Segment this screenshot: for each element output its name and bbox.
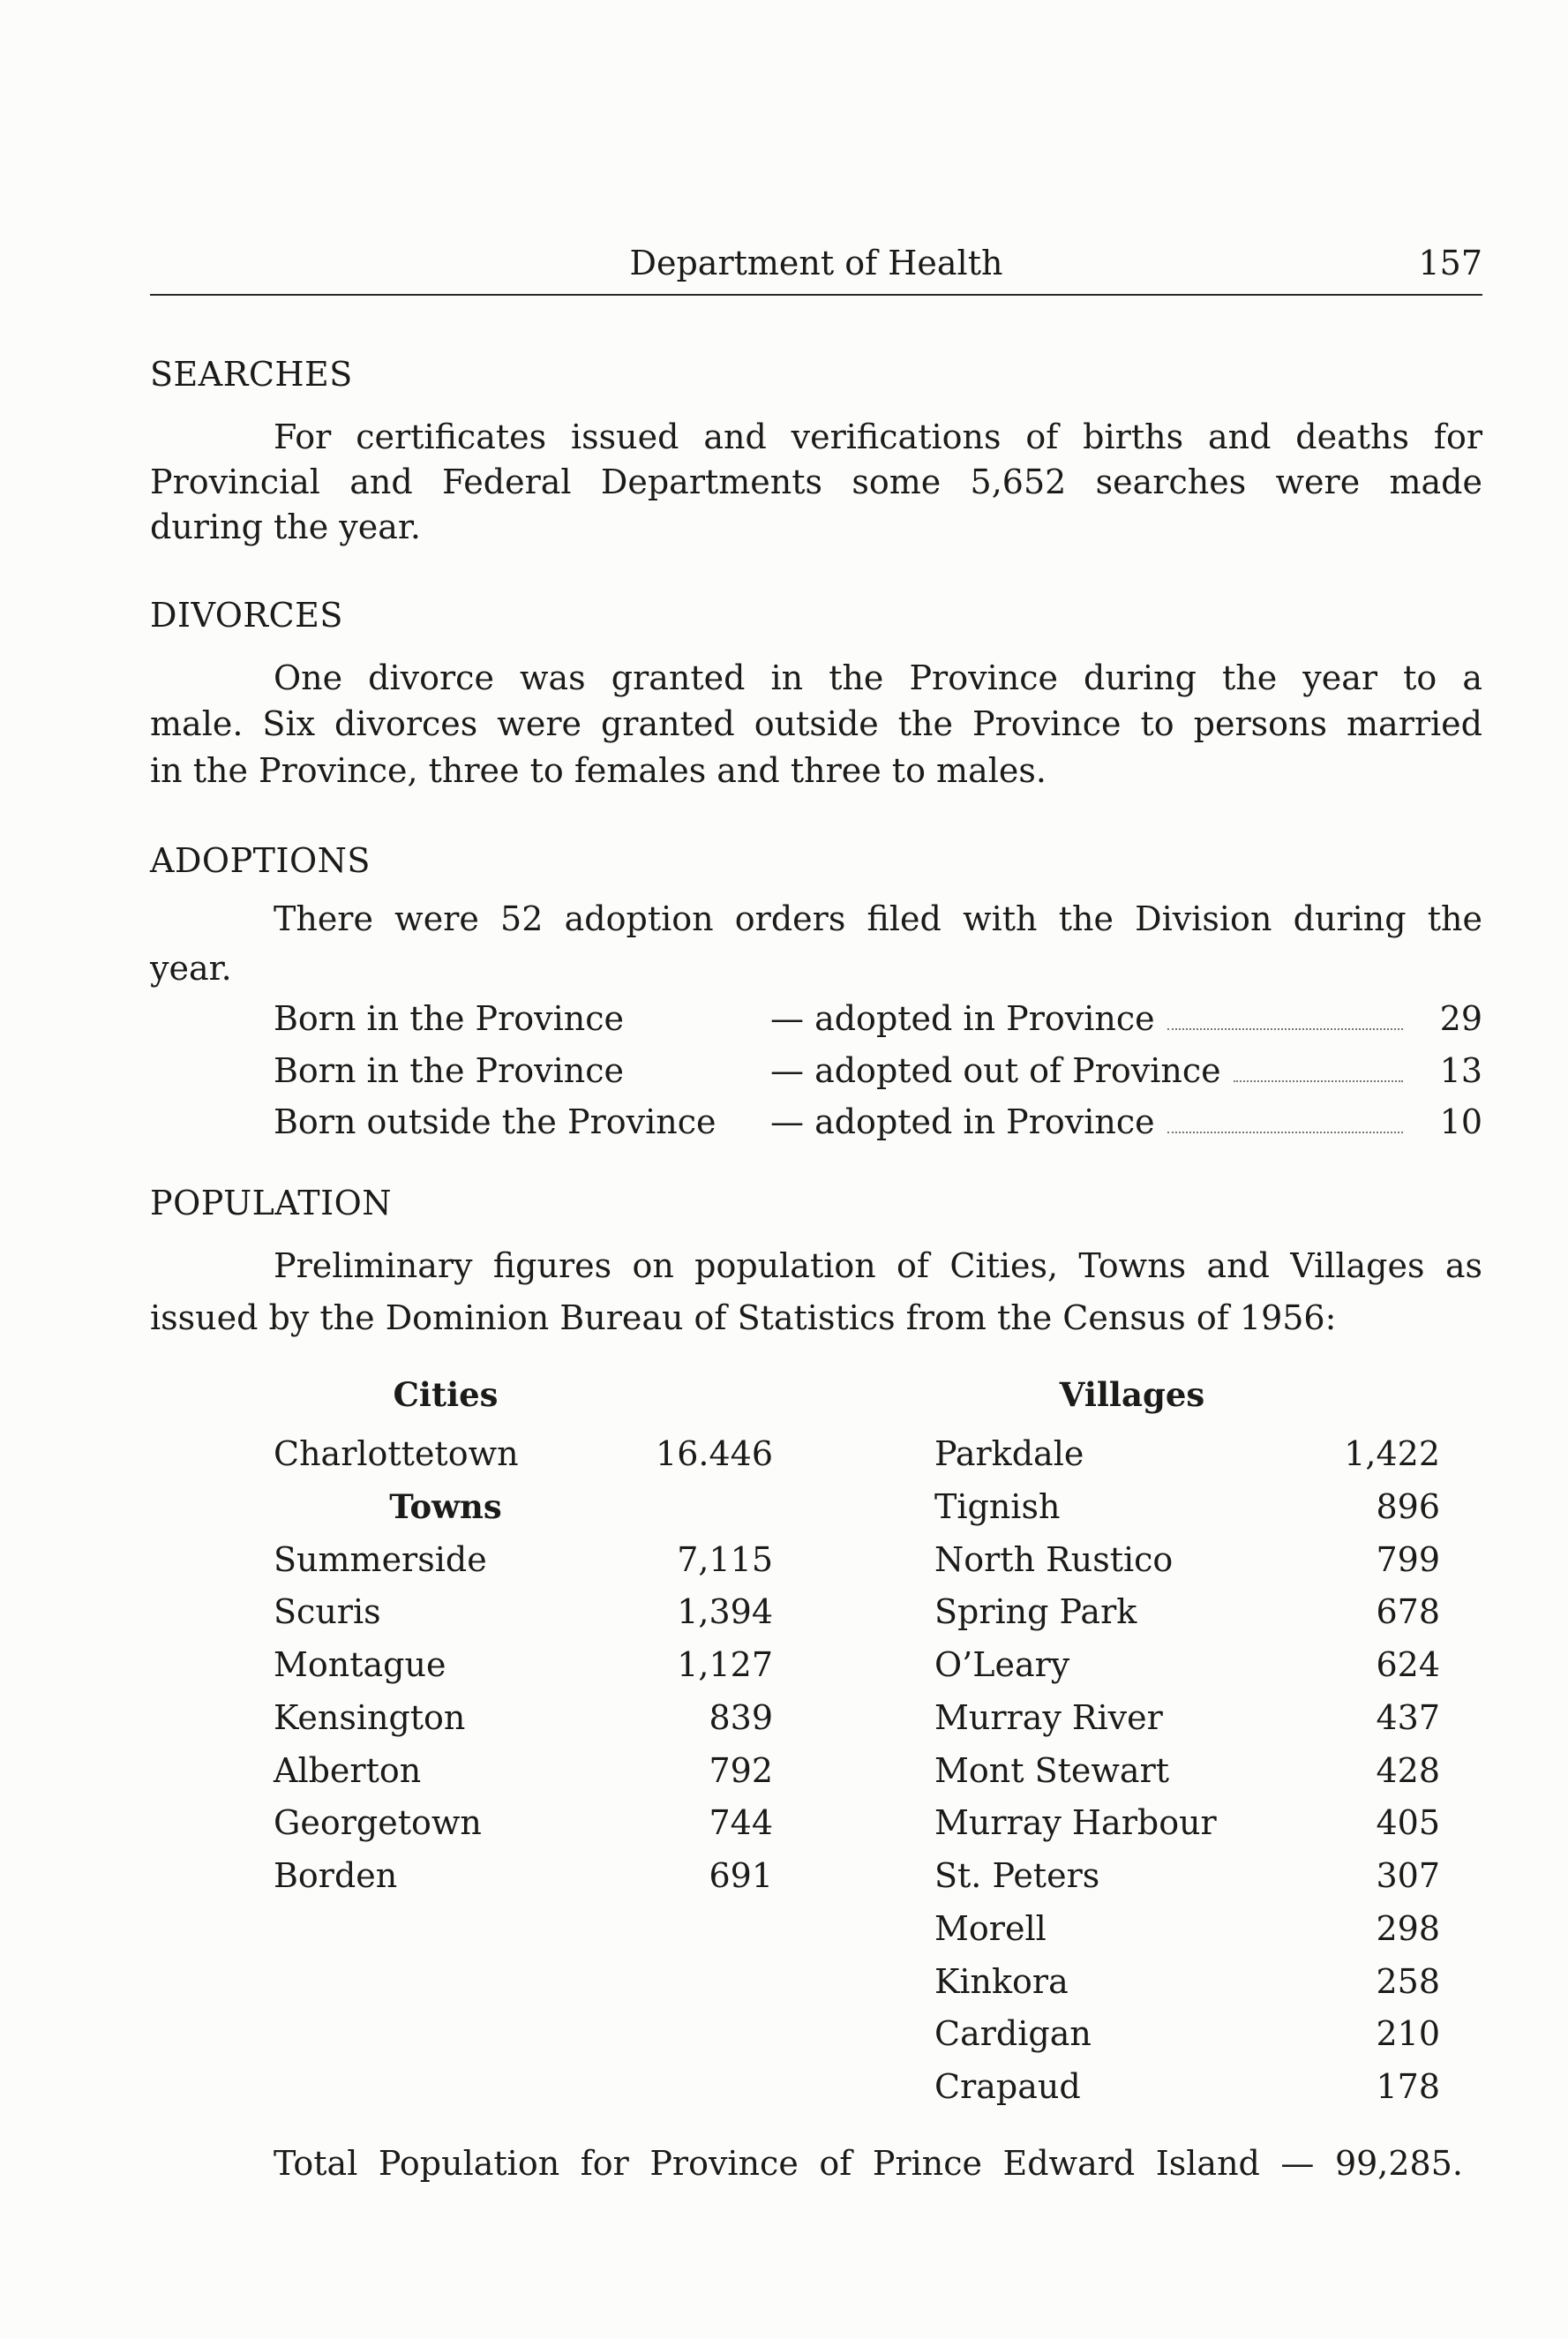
village-row [934,1428,1440,1481]
city-name: Charlottetown [274,1434,519,1473]
villages-table [934,1428,1440,2114]
village-name: Morell [934,1908,1047,1948]
page-number: 157 [1418,244,1482,282]
village-name: St. Peters [934,1856,1100,1895]
town-name: Montague [274,1645,446,1684]
dot-leader [1234,1080,1403,1082]
town-name: Kensington [274,1697,466,1737]
villages-heading: Villages [1059,1375,1205,1414]
village-row [934,1745,1440,1798]
village-name: Crapaud [934,2067,1081,2106]
adoption-origin: Born in the Province [274,999,625,1038]
divorces-paragraph-line: male. Six divorces were granted outside the Province to persons married [150,704,1482,743]
village-population: 437 [1376,1697,1440,1737]
village-population: 624 [1376,1645,1440,1684]
divorces-paragraph-line: One divorce was granted in the Province during the year to a [274,658,1482,697]
village-population: 307 [1376,1856,1440,1895]
town-row [274,1534,773,1587]
village-row [934,1797,1440,1850]
dot-leader [1167,1132,1403,1133]
village-population: 678 [1376,1592,1440,1632]
village-population: 405 [1376,1803,1440,1843]
town-row [274,1850,773,1903]
dot-leader [1167,1028,1403,1030]
adoption-destination: — adopted out of Province [770,1051,1221,1090]
town-row [274,1797,773,1850]
header-title: Department of Health [629,244,1003,282]
village-population: 298 [1376,1908,1440,1948]
section-heading-population: POPULATION [150,1184,393,1222]
village-name: Tignish [934,1486,1061,1526]
village-row [934,1850,1440,1903]
town-row [274,1639,773,1692]
searches-paragraph-line: Provincial and Federal Departments some 5,652 searches were made [150,463,1482,501]
village-row [934,1903,1440,1956]
village-name: O’Leary [934,1645,1070,1684]
village-name: Murray Harbour [934,1803,1217,1843]
village-name: Cardigan [934,2014,1092,2054]
adoption-count: 13 [1439,1051,1482,1090]
town-name: Alberton [274,1750,422,1790]
searches-paragraph-line: during the year. [150,508,421,546]
village-row [934,1481,1440,1534]
town-name: Scuris [274,1592,381,1632]
adoption-count: 29 [1439,999,1482,1038]
town-population: 792 [709,1750,773,1790]
section-heading-divorces: DIVORCES [150,596,343,635]
adoption-destination: — adopted in Province [770,999,1155,1038]
town-name: Borden [274,1856,398,1895]
adoption-destination: — adopted in Province [770,1102,1155,1141]
village-population: 428 [1376,1750,1440,1790]
adoption-row [274,996,1482,1042]
village-name: Parkdale [934,1434,1084,1473]
cities-towns-table [274,1428,773,1903]
village-row [934,1692,1440,1745]
header-rule [150,294,1482,296]
town-population: 744 [709,1803,773,1843]
village-name: Murray River [934,1697,1163,1737]
village-population: 799 [1376,1539,1440,1579]
adoption-count: 10 [1439,1102,1482,1141]
village-name: North Rustico [934,1539,1174,1579]
divorces-paragraph-line: in the Province, three to females and three to males. [150,751,1047,790]
village-population: 258 [1376,1961,1440,2001]
village-population: 1,422 [1344,1434,1440,1473]
village-row [934,1639,1440,1692]
town-row [274,1745,773,1798]
town-name: Summerside [274,1539,487,1579]
adoption-row [274,1099,1482,1145]
village-population: 896 [1376,1486,1440,1526]
city-row [274,1428,773,1481]
adoptions-paragraph-line: There were 52 adoption orders filed with the Division during the [274,899,1482,938]
village-row [934,1586,1440,1639]
village-population: 178 [1376,2067,1440,2106]
section-heading-adoptions: ADOPTIONS [150,841,371,880]
population-paragraph-line: issued by the Dominion Bureau of Statistics from the Census of 1956: [150,1298,1337,1337]
town-population: 7,115 [677,1539,773,1579]
page-header [150,240,1482,286]
population-paragraph-line: Preliminary figures on population of Cities, Towns and Villages as [274,1246,1482,1285]
village-population: 210 [1376,2014,1440,2054]
village-name: Spring Park [934,1592,1137,1632]
village-row [934,1534,1440,1587]
searches-paragraph-line: For certificates issued and verifications of births and deaths for [274,417,1482,456]
adoption-destination-group [770,1099,1482,1145]
town-population: 839 [709,1697,773,1737]
adoptions-paragraph-line: year. [150,949,232,988]
city-population: 16.446 [656,1434,773,1473]
towns-heading: Towns [389,1486,502,1526]
adoption-destination-group [770,1048,1482,1094]
total-population: Total Population for Province of Prince Edward Island — 99,285. [274,2144,1463,2183]
town-population: 691 [709,1856,773,1895]
adoption-origin: Born outside the Province [274,1102,716,1141]
village-name: Mont Stewart [934,1750,1170,1790]
village-row [934,1956,1440,2009]
town-name: Georgetown [274,1803,482,1843]
adoption-origin: Born in the Province [274,1051,625,1090]
town-population: 1,394 [677,1592,773,1632]
village-row [934,2061,1440,2114]
town-population: 1,127 [677,1645,773,1684]
section-heading-searches: SEARCHES [150,355,353,394]
village-name: Kinkora [934,1961,1069,2001]
cities-heading: Cities [393,1375,499,1414]
village-row [934,2008,1440,2061]
adoption-destination-group [770,996,1482,1042]
town-row [274,1586,773,1639]
town-row [274,1692,773,1745]
adoption-row [274,1048,1482,1094]
